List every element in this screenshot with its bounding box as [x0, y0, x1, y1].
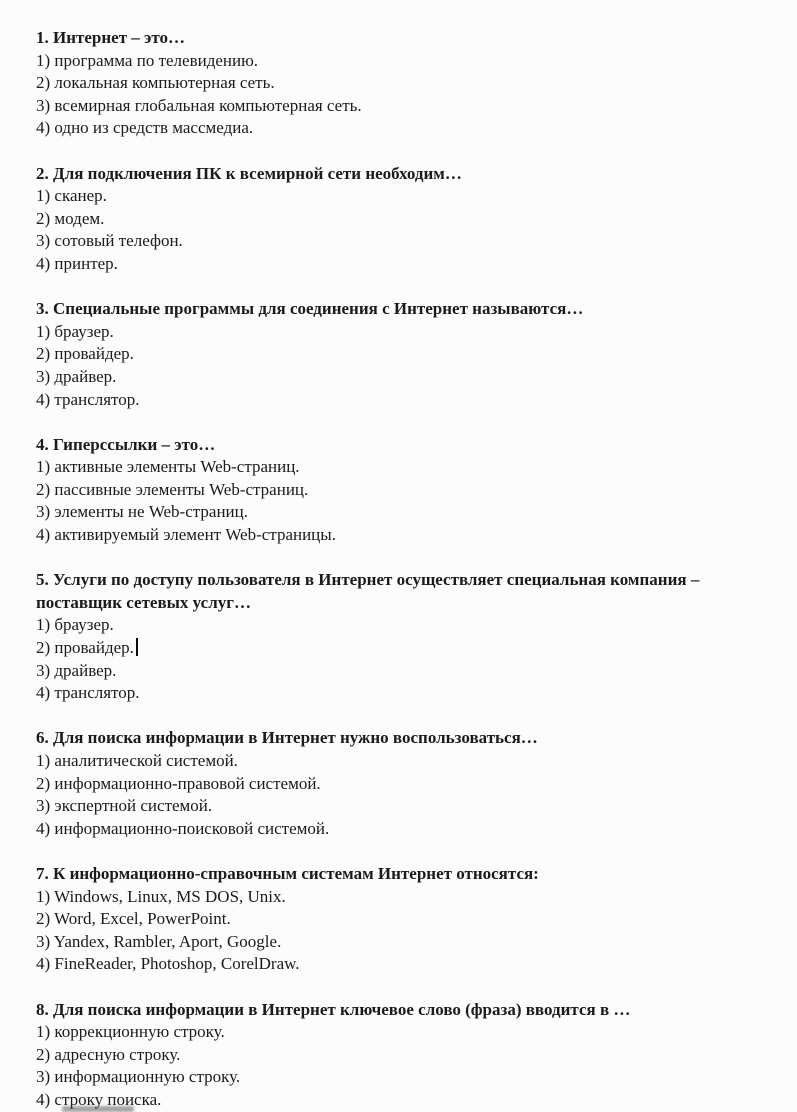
question-block-8	[36, 999, 769, 1112]
question-title[interactable]: 7. К информационно-справочным системам Интернет относятся:	[36, 863, 539, 883]
question-title[interactable]: 5. Услуги по доступу пользователя в Интернет осуществляет специальная компания – поставщик сетевых услуг…	[36, 570, 700, 612]
answer-option[interactable]: 3) всемирная глобальная компьютерная сеть.	[36, 95, 362, 115]
answer-option[interactable]: 3) драйвер.	[36, 660, 117, 680]
answer-option[interactable]: 2) модем.	[36, 208, 105, 228]
answer-option[interactable]: 4) строку поиска.	[36, 1089, 162, 1109]
answer-option[interactable]: 3) драйвер.	[36, 366, 117, 386]
question-title[interactable]: 8. Для поиска информации в Интернет ключевое слово (фраза) вводится в …	[36, 999, 631, 1019]
answer-option[interactable]: 2) провайдер.	[36, 344, 134, 364]
answer-option[interactable]: 1) сканер.	[36, 186, 107, 206]
answer-option[interactable]: 4) одно из средств массмедиа.	[36, 118, 254, 138]
question-title[interactable]: 4. Гиперссылки – это…	[36, 434, 216, 454]
question-title[interactable]: 1. Интернет – это…	[36, 28, 186, 47]
answer-option[interactable]: 4) активируемый элемент Web-страницы.	[36, 525, 336, 545]
answer-option[interactable]: 3) информационную строку.	[36, 1067, 241, 1087]
answer-option[interactable]: 1) активные элементы Web-страниц.	[36, 457, 300, 477]
question-block-6	[36, 727, 769, 840]
answer-option[interactable]: 4) транслятор.	[36, 683, 140, 703]
answer-option[interactable]: 4) FineReader, Photoshop, CorelDraw.	[36, 954, 300, 974]
question-block-5	[36, 569, 769, 705]
question-block-2	[36, 163, 769, 276]
answer-option[interactable]: 3) элементы не Web-страниц.	[36, 502, 248, 522]
answer-option[interactable]: 2) пассивные элементы Web-страниц.	[36, 479, 309, 499]
answer-option[interactable]: 1) программа по телевидению.	[36, 50, 259, 70]
answer-option[interactable]: 2) информационно-правовой системой.	[36, 773, 321, 793]
answer-option[interactable]: 3) Yandex, Rambler, Aport, Google.	[36, 931, 282, 951]
answer-option[interactable]: 4) информационно-поисковой системой.	[36, 818, 330, 838]
text-cursor-caret	[136, 638, 138, 656]
answer-option[interactable]: 2) Word, Excel, PowerPoint.	[36, 909, 231, 929]
answer-option[interactable]: 3) экспертной системой.	[36, 796, 213, 816]
answer-option[interactable]: 1) аналитической системой.	[36, 751, 238, 770]
question-title[interactable]: 6. Для поиска информации в Интернет нужно воспользоваться…	[36, 728, 538, 748]
question-block-1	[36, 27, 769, 140]
answer-option-text: 2) провайдер.	[36, 638, 134, 658]
answer-option[interactable]: 3) сотовый телефон.	[36, 231, 183, 251]
answer-option[interactable]: 1) браузер.	[36, 321, 114, 341]
question-title[interactable]: 2. Для подключения ПК к всемирной сети необходим…	[36, 163, 462, 183]
answer-option[interactable]	[36, 637, 769, 660]
answer-option[interactable]: 4) принтер.	[36, 253, 118, 273]
answer-option[interactable]: 4) транслятор.	[36, 389, 140, 409]
answer-option[interactable]: 1) Windows, Linux, MS DOS, Unix.	[36, 886, 286, 906]
answer-option[interactable]: 2) адресную строку.	[36, 1044, 181, 1064]
answer-option[interactable]: 1) коррекционную строку.	[36, 1022, 225, 1042]
question-title[interactable]: 3. Специальные программы для соединения с Интернет называются…	[36, 299, 584, 319]
answer-option[interactable]: 1) браузер.	[36, 615, 114, 635]
clipped-next-line-fragment	[62, 1106, 134, 1112]
answer-option[interactable]: 2) локальная компьютерная сеть.	[36, 73, 275, 93]
question-block-7	[36, 863, 769, 976]
question-block-4	[36, 434, 769, 547]
question-block-3	[36, 298, 769, 411]
